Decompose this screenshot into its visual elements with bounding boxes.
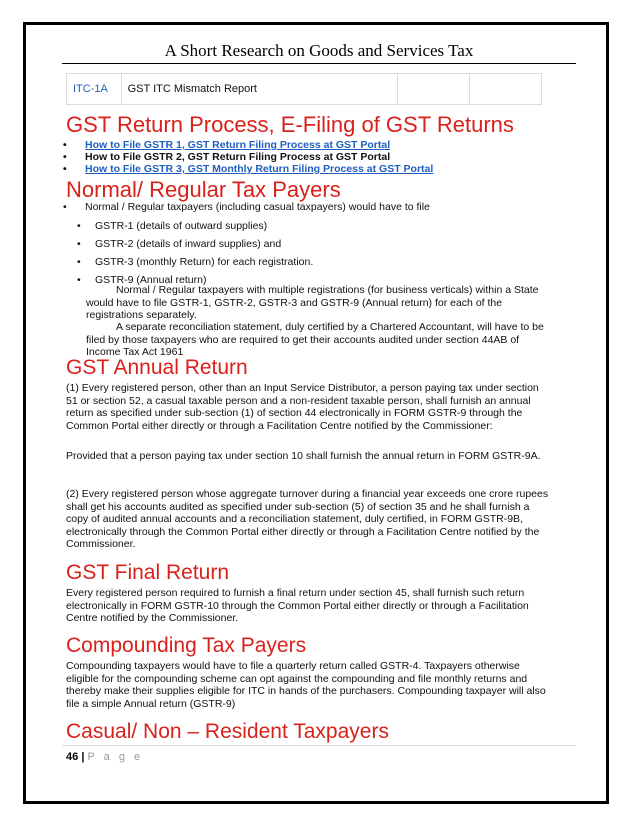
page-number: 46: [66, 751, 79, 763]
bullet-icon: •: [63, 151, 67, 163]
list-item-text: GSTR-1 (details of outward supplies): [95, 220, 268, 232]
bullet-icon: •: [77, 256, 81, 268]
list-item: [77, 217, 313, 235]
list-item-text: GSTR-3 (monthly Return) for each registration.: [95, 256, 314, 268]
link-gstr3-guide[interactable]: [63, 163, 433, 175]
link-gstr2-guide[interactable]: [63, 151, 433, 163]
annual-return-paragraph-3: (2) Every registered person whose aggregate turnover during a financial year exceeds one crore rupees shall get his accounts audited as specified under sub-section (5) of section 35 and he shall furnish a copy of audited annual accounts and a reconciliation statement, duly certified, in FORM GSTR-9B, electronically through the Common Portal either directly or through a Facilitation Centre notified by the Commissioner.: [66, 488, 549, 550]
annual-return-paragraph-1: (1) Every registered person, other than an Input Service Distributor, a person paying tax under section 51 or section 52, a casual taxable person and a non-resident taxable person, shall furnish an annual return as specified under sub-section (1) of section 44 electronically in FORM GSTR-9 through the Common Portal either directly or through a Facilitation Centre notified by the Commissioner:: [66, 382, 539, 432]
table-row: [67, 74, 542, 105]
compounding-paragraph: Compounding taxpayers would have to file a quarterly return called GSTR-4. Taxpayers otherwise eligible for the compounding scheme can opt against the compounding and file monthly returns and thereby make their supplies eligible for ITC in hands of the purchasers. Compounding taxpayer will also file a simple Annual return (GSTR-9): [66, 660, 546, 710]
list-item: [77, 253, 313, 271]
list-item: [77, 235, 313, 253]
regular-return-list: [77, 217, 313, 289]
annual-return-heading: GST Annual Return: [66, 356, 248, 379]
link-text[interactable]: How to File GSTR 3, GST Monthly Return Filing Process at GST Portal: [85, 163, 434, 175]
regular-taxpayers-heading: Normal/ Regular Tax Payers: [66, 177, 341, 202]
document-header-title: A Short Research on Goods and Services Tax: [164, 41, 474, 60]
footer-separator: |: [81, 751, 85, 763]
bullet-icon: •: [77, 274, 81, 286]
annual-return-paragraph-2: Provided that a person paying tax under section 10 shall furnish the annual return in FORM GSTR-9A.: [66, 450, 541, 462]
regular-intro-text: Normal / Regular taxpayers (including casual taxpayers) would have to file: [85, 201, 430, 213]
footer-divider: [62, 745, 576, 746]
itc-code-cell: ITC-1A: [67, 74, 122, 105]
return-process-heading: GST Return Process, E-Filing of GST Returns: [66, 112, 514, 137]
final-return-paragraph: Every registered person required to furnish a final return under section 45, shall furnish such return electronically in FORM GSTR-10 through the Common Portal either directly or through a Facilitation Centre notified by the Commissioner.: [66, 587, 529, 624]
itc-empty-cell: [398, 74, 470, 105]
list-item-text: GSTR-2 (details of inward supplies) and: [95, 238, 282, 250]
itc-description-cell: GST ITC Mismatch Report: [121, 74, 398, 105]
page-label: P a g e: [87, 751, 144, 763]
bullet-icon: •: [77, 238, 81, 250]
header-divider: [62, 63, 576, 64]
reconciliation-paragraph: A separate reconciliation statement, duly certified by a Chartered Accountant, will have to be filed by those taxpayers who are required to get their accounts audited under section 44AB of Income Tax Act 1961: [86, 321, 544, 358]
itc-empty-cell: [470, 74, 542, 105]
return-guide-links: [63, 139, 433, 175]
multiple-registrations-paragraph: Normal / Regular taxpayers with multiple registrations (for business verticals) within a State would have to file GSTR-1, GSTR-2, GSTR-3 and GSTR-9 (Annual return) for each of the registrations separately.: [86, 284, 539, 321]
list-item-text: GSTR-9 (Annual return): [95, 274, 207, 286]
link-gstr1-guide[interactable]: [63, 139, 433, 151]
casual-nonresident-heading: Casual/ Non – Resident Taxpayers: [66, 720, 389, 743]
bullet-icon: •: [63, 163, 67, 175]
link-text[interactable]: How to File GSTR 1, GST Return Filing Process at GST Portal: [85, 139, 391, 151]
link-text[interactable]: How to File GSTR 2, GST Return Filing Process at GST Portal: [85, 151, 391, 163]
final-return-heading: GST Final Return: [66, 561, 230, 584]
itc-table: [66, 73, 542, 105]
bullet-icon: •: [77, 220, 81, 232]
page-footer: [66, 751, 143, 763]
bullet-icon: •: [63, 201, 67, 213]
bullet-icon: •: [63, 139, 67, 151]
compounding-heading: Compounding Tax Payers: [66, 634, 307, 657]
